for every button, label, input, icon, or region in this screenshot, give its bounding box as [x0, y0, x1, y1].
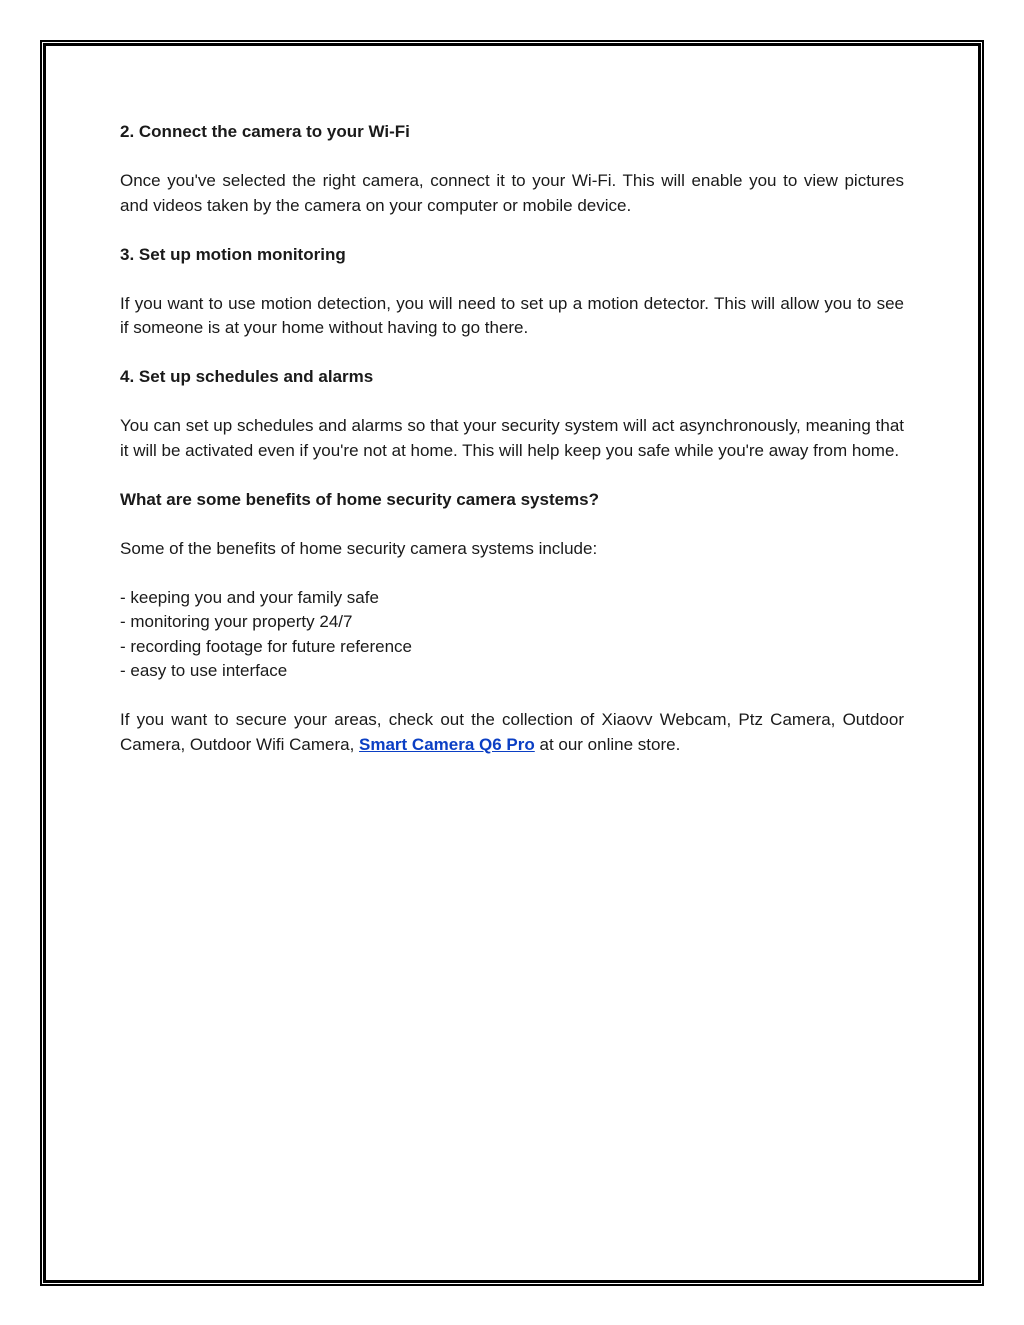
document-body [120, 120, 904, 782]
benefits-list [120, 586, 904, 684]
smart-camera-link[interactable]: Smart Camera Q6 Pro [359, 734, 535, 754]
section-heading-schedules: 4. Set up schedules and alarms [120, 367, 374, 386]
benefits-heading: What are some benefits of home security camera systems? [120, 489, 600, 509]
list-item: - easy to use interface [120, 661, 288, 680]
section-body-schedules: You can set up schedules and alarms so that your security system will act asynchronously, meaning that it will be activated even if you're not at home. This will help keep you safe while you're away from home. [120, 416, 904, 460]
section-body-motion: If you want to use motion detection, you will need to set up a motion detector. This will allow you to see if someone is at your home without having to go there. [120, 293, 904, 337]
closing-text-before: If you want to secure your areas, check out the collection of Xiaovv Webcam, Ptz Camera, Outdoor Camera, Outdoor Wifi Camera, [120, 710, 904, 754]
closing-text-after: at our online store. [534, 734, 681, 754]
section-heading-motion: 3. Set up motion monitoring [120, 244, 346, 264]
closing-paragraph [120, 708, 904, 757]
list-item: - monitoring your property 24/7 [120, 612, 353, 631]
list-item: - recording footage for future reference [120, 636, 412, 656]
section-heading-wifi: 2. Connect the camera to your Wi-Fi [120, 122, 410, 141]
benefits-intro: Some of the benefits of home security camera systems include: [120, 538, 598, 558]
list-item: - keeping you and your family safe [120, 587, 379, 607]
section-body-wifi: Once you've selected the right camera, connect it to your Wi-Fi. This will enable you to view pictures and videos taken by the camera on your computer or mobile device. [120, 171, 904, 215]
